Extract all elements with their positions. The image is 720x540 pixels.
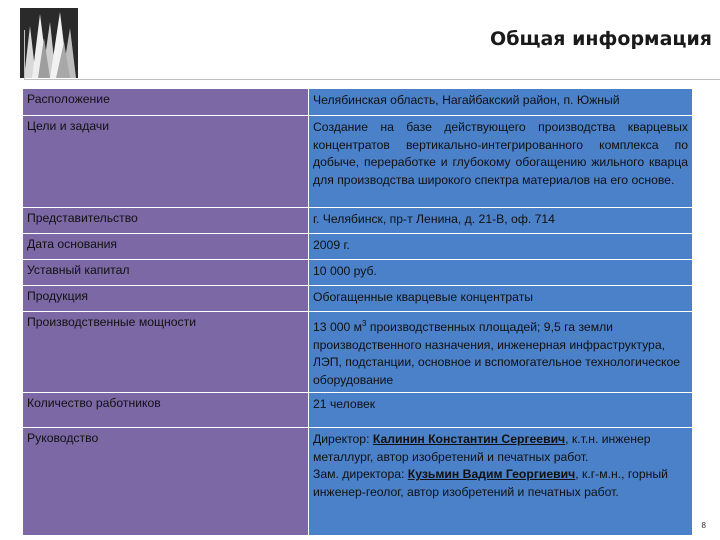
table-row	[23, 428, 693, 536]
row-label: Руководство	[23, 428, 309, 536]
row-label: Представительство	[23, 208, 309, 234]
table-row	[23, 393, 693, 428]
row-value: Челябинская область, Нагайбакский район, п. Южный	[309, 89, 693, 116]
row-value: Обогащенные кварцевые концентраты	[309, 286, 693, 312]
row-value: 10 000 руб.	[309, 260, 693, 286]
row-label: Цели и задачи	[23, 116, 309, 208]
table-row	[23, 312, 693, 393]
page-title: Общая информация	[490, 28, 712, 50]
director-details: , к.т.н. инженер металлург, автор изобретений и печатных работ.	[313, 432, 651, 464]
row-value: Создание на базе действующего производства кварцевых концентратов вертикально-интегрированного комплекса по добыче, переработке и глубокому обогащению жильного кварца для производства широкого спектра материалов на его основе.	[309, 116, 693, 208]
row-label: Расположение	[23, 89, 309, 116]
capacity-details: производственных площадей; 9,5 га земли производственного назначения, инженерная инфраструктура, ЛЭП, подстанции, основное и вспомогательное технологическое оборудование	[313, 320, 681, 387]
table-row	[23, 260, 693, 286]
deputy-details: , к.г-м.н., горный инженер-геолог, автор изобретений и печатных работ.	[313, 467, 668, 499]
row-label: Количество работников	[23, 393, 309, 428]
capacity-unit-exponent: 3	[362, 319, 367, 328]
deputy-prefix: Зам. директора:	[313, 467, 408, 482]
header-vertical-rule	[24, 30, 25, 80]
table-row	[23, 208, 693, 234]
quartz-crystal-logo	[20, 8, 78, 78]
row-label: Продукция	[23, 286, 309, 312]
director-name: Калинин Константин Сергеевич	[372, 432, 566, 447]
row-label: Производственные мощности	[23, 312, 309, 393]
director-prefix: Директор:	[313, 432, 373, 447]
deputy-name: Кузьмин Вадим Георгиевич	[407, 467, 576, 482]
table-row	[23, 89, 693, 116]
header-horizontal-rule	[24, 79, 720, 80]
page-number: 8	[701, 521, 706, 530]
row-value: 21 человек	[309, 393, 693, 428]
table-row	[23, 116, 693, 208]
row-value: г. Челябинск, пр-т Ленина, д. 21-В, оф. 714	[309, 208, 693, 234]
row-value: 2009 г.	[309, 234, 693, 260]
row-value	[309, 428, 693, 536]
table-row	[23, 234, 693, 260]
capacity-area: 13 000 м	[313, 320, 363, 335]
row-label: Уставный капитал	[23, 260, 309, 286]
row-value	[309, 312, 693, 393]
company-info-table	[22, 88, 693, 536]
row-label: Дата основания	[23, 234, 309, 260]
table-row	[23, 286, 693, 312]
